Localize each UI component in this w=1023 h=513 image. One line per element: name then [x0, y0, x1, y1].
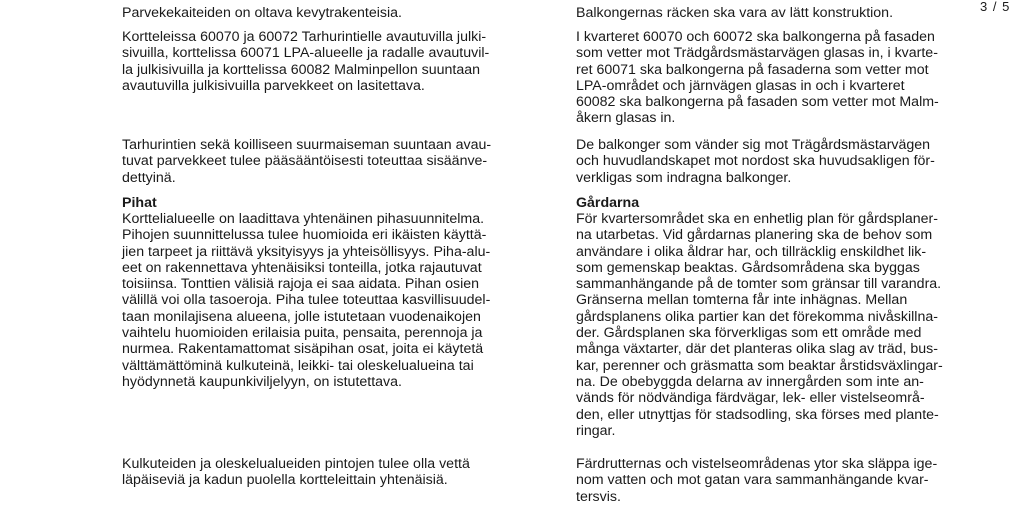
- text-line: nom vatten och mot gatan vara sammanhängande kvar-: [576, 472, 929, 489]
- text-line: hyödynnetä kaupunkiviljelyyn, on istutettava.: [122, 373, 402, 390]
- text-line: verkligas som indragna balkonger.: [576, 169, 792, 186]
- text-line: LPA-området och järnvägen glasas in och i kvarteret: [576, 77, 905, 94]
- text-line: ret 60071 ska balkongerna på fasaderna som vetter mot: [576, 61, 929, 78]
- paragraph-yards-sv: [576, 211, 996, 439]
- paragraph-recessed-sv: [576, 137, 996, 186]
- text-line: nurmea. Rakentamattomat sisäpihan osat, joita ei käytetä: [122, 341, 484, 358]
- paragraph-railings-fi: [122, 5, 562, 21]
- text-line: I kvarteret 60070 och 60072 ska balkongerna på fasaden: [576, 29, 935, 45]
- text-line: ringar.: [576, 422, 616, 439]
- text-line: tersvis.: [576, 488, 621, 505]
- text-line: som vetter mot Trädgårdsmästarvägen glasas in, i kvarte-: [576, 45, 938, 62]
- text-line: åkern glasas in.: [576, 110, 676, 127]
- text-line: Färdrutternas och vistelseområdenas ytor ska släppa ige-: [576, 456, 938, 472]
- text-line: vaihtelu huomioiden erilaisia puita, pensaita, perennoja ja: [122, 325, 483, 342]
- text-line: och huvudlandskapet mot nordost ska huvudsakligen för-: [576, 153, 935, 170]
- text-line: sivuilla, korttelissa 60071 LPA-alueelle ja radalle avautuvil-: [122, 45, 490, 62]
- text-line: välttämättöminä kulkuteinä, leikki- tai oleskelualueina tai: [122, 357, 474, 374]
- text-line: taan monilajisena alueena, jolle istutetaan vuodenaikojen: [122, 308, 481, 325]
- text-line: den, eller utnyttjas för stadsodling, ska förses med plante-: [576, 406, 939, 423]
- text-line: jien tarpeet ja riittävä yksityisyys ja yhteisöllisyys. Piha-alu-: [122, 243, 491, 260]
- text-line: kar, perenner och gräsmatta som beaktar årstidsväxlingar-: [576, 357, 943, 374]
- paragraph-glazing-sv: [576, 29, 996, 127]
- section-heading-sv: Gårdarna: [576, 195, 640, 211]
- page-number: 3 / 5: [980, 0, 1011, 14]
- text-line: la julkisivuilla ja korttelissa 60082 Malminpellon suuntaan: [122, 61, 481, 78]
- text-line: Tarhurintien sekä koilliseen suurmaiseman suuntaan avau-: [122, 137, 492, 153]
- text-line: Gränserna mellan tomterna får inte inhägnas. Mellan: [576, 292, 908, 309]
- text-line: Kortteleissa 60070 ja 60072 Tarhurintielle avautuvilla julki-: [122, 29, 487, 45]
- paragraph-recessed-fi: [122, 137, 562, 186]
- text-line: De balkonger som vänder sig mot Trägårdsmästarvägen: [576, 137, 931, 153]
- text-line: gårdsplanens olika partier kan det förekomma nivåskillna-: [576, 308, 938, 325]
- text-line: tuvat parvekkeet tulee pääsääntöisesti toteuttaa sisäänve-: [122, 153, 488, 170]
- text-line: 60082 ska balkongerna på fasaden som vetter mot Malm-: [576, 94, 939, 111]
- paragraph-surfaces-fi: [122, 456, 562, 489]
- text-line: na utarbetas. Vid gårdarnas planering ska de behov som: [576, 227, 933, 244]
- text-line: na. De obebyggda delarna av innergården som inte an-: [576, 373, 924, 390]
- text-line: vänds för nödvändiga färdvägar, lek- eller vistelseområ-: [576, 390, 925, 407]
- paragraph-railings-sv: [576, 5, 996, 21]
- text-line: användare i olika åldrar har, och tillräcklig enskildhet lik-: [576, 243, 927, 260]
- text-line: läpäiseviä ja kadun puolella kortteleittain yhtenäisiä.: [122, 472, 448, 489]
- text-line: många växtarter, där det planteras olika slag av träd, bus-: [576, 341, 938, 358]
- text-line: Parvekekaiteiden on oltava kevytrakenteisia.: [122, 5, 402, 21]
- text-line: avautuvilla julkisivuilla parvekkeet on lasitettava.: [122, 77, 425, 94]
- text-line: eet on rakennettava yhtenäisiksi tonteilla, jotka rajautuvat: [122, 259, 482, 276]
- text-line: Kulkuteiden ja oleskelualueiden pintojen tulee olla vettä: [122, 456, 470, 472]
- paragraph-yards-fi: [122, 211, 562, 390]
- text-line: der. Gårdsplanen ska förverkligas som ett område med: [576, 325, 922, 342]
- text-line: toisiinsa. Tonttien välisiä rajoja ei saa aidata. Pihan osien: [122, 276, 480, 293]
- text-line: För kvartersområdet ska en enhetlig plan för gårdsplaner-: [576, 211, 938, 227]
- text-line: välillä voi olla tasoeroja. Piha tulee toteuttaa kasvillisuudel-: [122, 292, 491, 309]
- text-line: som gemenskap beaktas. Gårdsområdena ska byggas: [576, 259, 920, 276]
- paragraph-glazing-fi: [122, 29, 562, 94]
- text-line: Balkongernas räcken ska vara av lätt konstruktion.: [576, 5, 894, 21]
- text-line: Pihojen suunnittelussa tulee huomioida eri ikäisten käyttä-: [122, 227, 487, 244]
- paragraph-surfaces-sv: [576, 456, 996, 505]
- text-line: sammanhängande på de tomter som gränsar till varandra.: [576, 276, 942, 293]
- text-line: Korttelialueelle on laadittava yhtenäinen pihasuunnitelma.: [122, 211, 485, 227]
- section-heading-fi: Pihat: [122, 195, 157, 211]
- text-line: dettyinä.: [122, 169, 176, 186]
